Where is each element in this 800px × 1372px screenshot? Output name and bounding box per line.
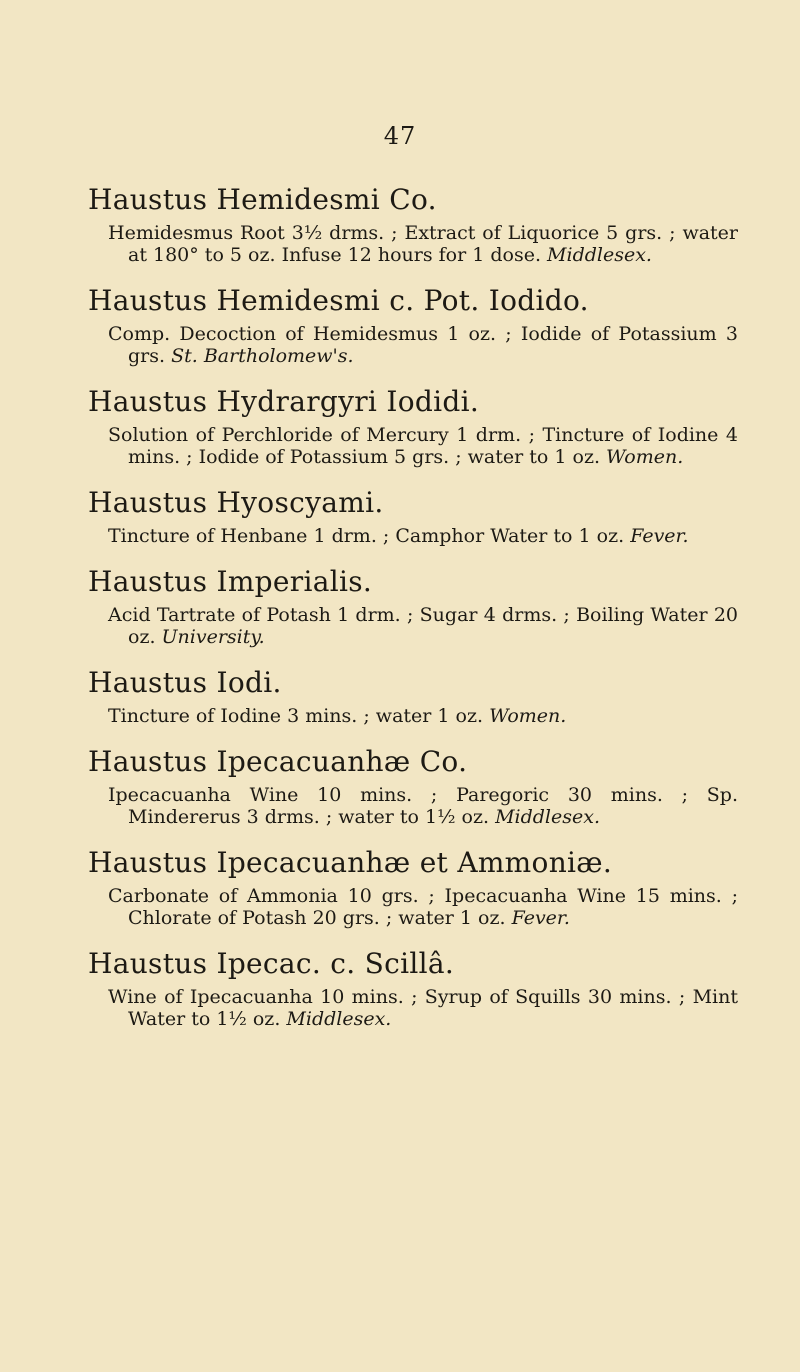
formula-entry	[88, 845, 738, 929]
formula-entry	[88, 384, 738, 468]
formula-entry	[88, 665, 738, 727]
formula-title: Haustus Hydrargyri Iodidi.	[88, 385, 480, 418]
formula-entry	[88, 564, 738, 648]
page-number: 47	[383, 122, 417, 150]
formula-ingredients: Comp. Decoction of Hemidesmus 1 oz. ; Iodide of Potassium 3 grs.	[108, 323, 738, 367]
formula-source: Middlesex.	[286, 1008, 392, 1030]
formula-source: Middlesex.	[495, 806, 600, 828]
formula-ingredients: Tincture of Henbane 1 drm. ; Camphor Water to 1 oz.	[108, 525, 625, 547]
formula-body	[88, 525, 738, 547]
formula-source: St. Bartholomew's.	[171, 345, 354, 367]
formula-entry	[88, 946, 738, 1030]
formula-body	[88, 885, 738, 929]
formula-ingredients: Ipecacuanha Wine 10 mins. ; Paregoric 30 mins. ; Sp. Mindererus 3 drms. ; water to 1½ oz.	[108, 784, 738, 828]
formula-body	[88, 705, 738, 727]
formula-body	[88, 986, 738, 1030]
formula-entry	[88, 283, 738, 367]
formula-source: Fever.	[511, 907, 570, 929]
formula-title: Haustus Ipecacuanhæ Co.	[88, 745, 468, 778]
formula-title: Haustus Iodi.	[88, 666, 282, 699]
formula-ingredients: Carbonate of Ammonia 10 grs. ; Ipecacuanha Wine 15 mins. ; Chlorate of Potash 20 grs. ; water 1 oz.	[108, 885, 738, 929]
formula-body	[88, 604, 738, 648]
formula-title: Haustus Hemidesmi Co.	[88, 183, 437, 216]
formula-ingredients: Tincture of Iodine 3 mins. ; water 1 oz.	[108, 705, 484, 727]
formula-body	[88, 784, 738, 828]
formula-list	[88, 182, 738, 1047]
formula-entry	[88, 744, 738, 828]
formula-source: Women.	[489, 705, 567, 727]
formula-title: Haustus Hemidesmi c. Pot. Iodido.	[88, 284, 589, 317]
formula-title: Haustus Imperialis.	[88, 565, 373, 598]
formula-title: Haustus Ipecac. c. Scillâ.	[88, 947, 455, 980]
formula-body	[88, 424, 738, 468]
formula-source: Women.	[606, 446, 684, 468]
formula-ingredients: Wine of Ipecacuanha 10 mins. ; Syrup of Squills 30 mins. ; Mint Water to 1½ oz.	[108, 986, 738, 1030]
formula-ingredients: Hemidesmus Root 3½ drms. ; Extract of Liquorice 5 grs. ; water at 180° to 5 oz. Infuse 12 hours for 1 dose.	[108, 222, 738, 266]
formula-entry	[88, 485, 738, 547]
formula-body	[88, 222, 738, 266]
formula-source: Middlesex.	[547, 244, 652, 266]
formula-ingredients: Solution of Perchloride of Mercury 1 drm. ; Tincture of Iodine 4 mins. ; Iodide of Potassium 5 grs. ; water to 1 oz.	[108, 424, 738, 468]
formula-source: Fever.	[630, 525, 689, 547]
formula-body	[88, 323, 738, 367]
formula-title: Haustus Ipecacuanhæ et Ammoniæ.	[88, 846, 613, 879]
formula-title: Haustus Hyoscyami.	[88, 486, 384, 519]
formula-ingredients: Acid Tartrate of Potash 1 drm. ; Sugar 4 drms. ; Boiling Water 20 oz.	[108, 604, 738, 648]
formula-source: University.	[161, 626, 265, 648]
formula-entry	[88, 182, 738, 266]
